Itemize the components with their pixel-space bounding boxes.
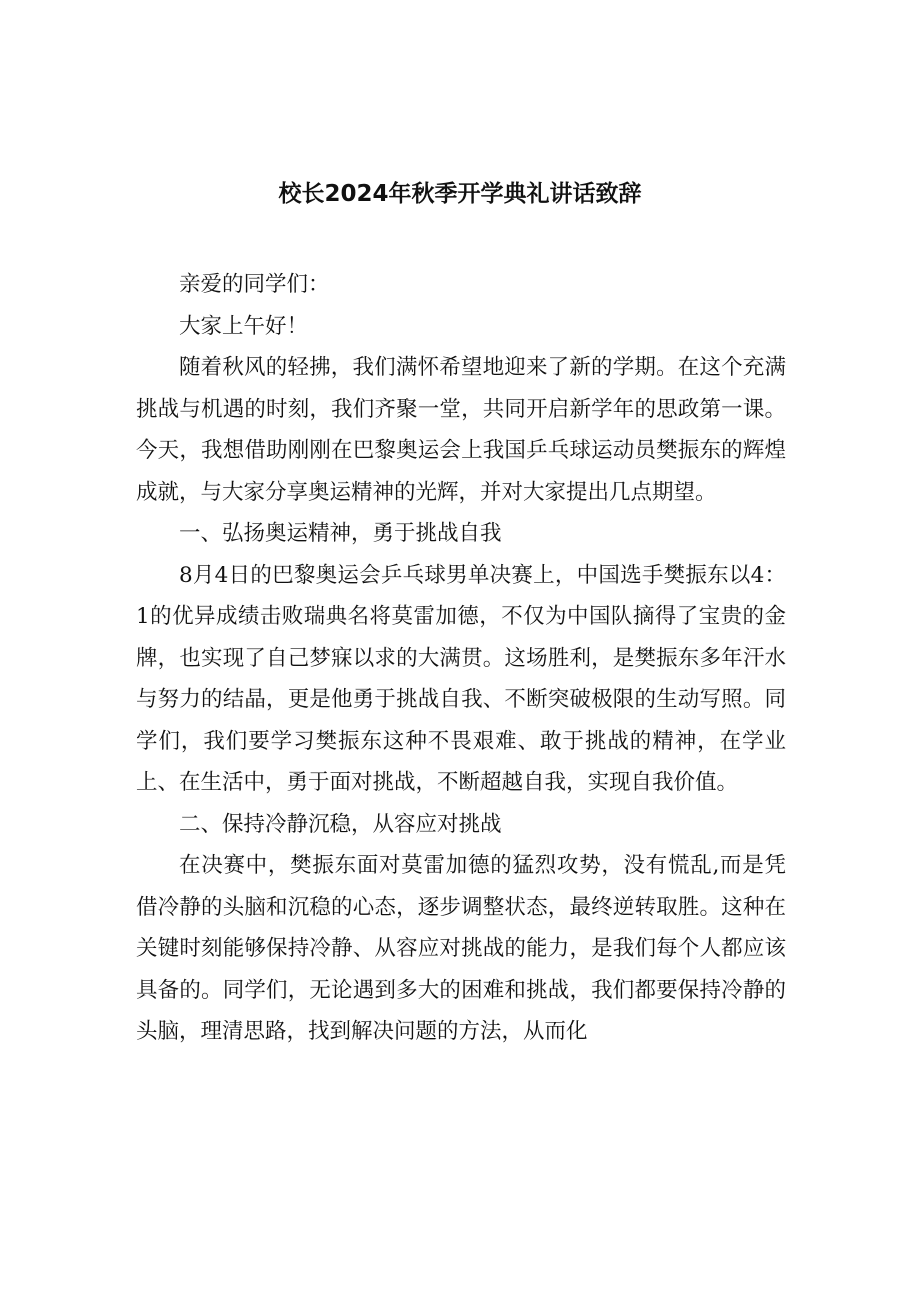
intro-paragraph: 随着秋风的轻拂，我们满怀希望地迎来了新的学期。在这个充满挑战与机遇的时刻，我们齐聚一堂，共同开启新学年的思政第一课。今天，我想借助刚刚在巴黎奥运会上我国乒乓球运动员樊振东的辉煌成就，与大家分享奥运精神的光辉，并对大家提出几点期望。	[136, 355, 786, 505]
document-body	[136, 264, 786, 1053]
section-1-paragraph: 8月4日的巴黎奥运会乒乓球男单决赛上，中国选手樊振东以4：1的优异成绩击败瑞典名将莫雷加德，不仅为中国队摘得了宝贵的金牌，也实现了自己梦寐以求的大满贯。这场胜利，是樊振东多年汗水与努力的结晶，更是他勇于挑战自我、不断突破极限的生动写照。同学们，我们要学习樊振东这种不畏艰难、敢于挑战的精神，在学业上、在生活中，勇于面对挑战，不断超越自我，实现自我价值。	[136, 562, 786, 795]
section-2-paragraph: 在决赛中，樊振东面对莫雷加德的猛烈攻势，没有慌乱,而是凭借冷静的头脑和沉稳的心态，逐步调整状态，最终逆转取胜。这种在关键时刻能够保持冷静、从容应对挑战的能力，是我们每个人都应该具备的。同学们，无论遇到多大的困难和挑战，我们都要保持冷静的头脑，理清思路，找到解决问题的方法，从而化	[136, 853, 786, 1044]
section-1-heading: 一、弘扬奥运精神，勇于挑战自我	[179, 521, 502, 546]
page-title: 校长2024年秋季开学典礼讲话致辞	[278, 181, 642, 207]
section-2-heading: 二、保持冷静沉稳，从容应对挑战	[179, 811, 502, 837]
salutation: 亲爱的同学们：	[179, 272, 330, 297]
greeting: 大家上午好！	[179, 313, 309, 339]
